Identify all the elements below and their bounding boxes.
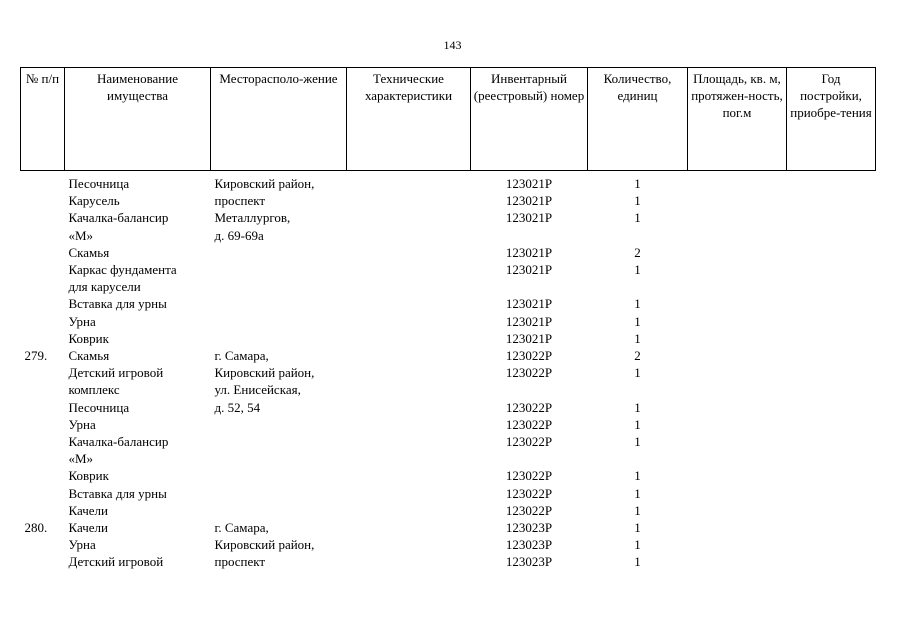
cell-name: Коврик [68, 468, 109, 484]
cell-quantity: 1 [634, 520, 641, 536]
cell-year [787, 244, 876, 261]
cell-location [211, 278, 347, 295]
table-row [21, 536, 876, 553]
cell-tech [347, 171, 471, 193]
cell-name: Качалка-балансир [68, 434, 169, 450]
cell-inventory: 123021Р [505, 330, 553, 346]
header-inventory: Инвентарный (реестровый) номер [471, 68, 588, 171]
cell-year [787, 278, 876, 295]
cell-inventory: 123021Р [505, 296, 553, 312]
cell-num [21, 381, 65, 398]
cell-num [21, 416, 65, 433]
cell-area [688, 278, 787, 295]
cell-tech [347, 381, 471, 398]
cell-name: Песочница [68, 399, 130, 415]
cell-name: Детский игровой [68, 365, 164, 381]
table-header-row [21, 68, 876, 171]
cell-name: Качели [68, 520, 109, 536]
cell-area [688, 485, 787, 502]
cell-inventory: 123023Р [505, 554, 553, 570]
cell-location: г. Самара, [214, 520, 269, 536]
cell-quantity: 1 [634, 330, 641, 346]
cell-name: комплекс [68, 382, 120, 398]
cell-area [688, 313, 787, 330]
table-body [21, 171, 876, 571]
cell-area [688, 330, 787, 347]
cell-year [787, 502, 876, 519]
cell-inventory: 123022Р [505, 348, 553, 364]
cell-quantity: 1 [634, 176, 641, 191]
cell-area [688, 192, 787, 209]
cell-location [211, 261, 347, 278]
table-row [21, 416, 876, 433]
table-row [21, 278, 876, 295]
cell-num [21, 467, 65, 484]
cell-quantity: 2 [634, 244, 641, 260]
cell-inventory: 123021Р [505, 210, 553, 226]
cell-num [21, 330, 65, 347]
cell-inventory [471, 381, 588, 398]
cell-year [787, 209, 876, 226]
cell-num [21, 278, 65, 295]
cell-tech [347, 450, 471, 467]
cell-area [688, 553, 787, 570]
cell-tech [347, 261, 471, 278]
cell-area [688, 209, 787, 226]
table-row [21, 227, 876, 244]
cell-num [21, 295, 65, 312]
cell-quantity: 1 [634, 193, 641, 209]
cell-name: Каркас фундамента [68, 262, 177, 278]
cell-inventory: 123022Р [505, 485, 553, 501]
cell-quantity: 1 [634, 262, 641, 278]
cell-name: Коврик [68, 330, 109, 346]
cell-area [688, 244, 787, 261]
table-row [21, 433, 876, 450]
table-row [21, 244, 876, 261]
cell-name: «М» [68, 227, 94, 243]
cell-num [21, 399, 65, 416]
cell-area [688, 536, 787, 553]
cell-area [688, 261, 787, 278]
cell-name: Урна [68, 537, 96, 553]
table-row [21, 381, 876, 398]
cell-quantity: 1 [634, 537, 641, 553]
cell-year [787, 519, 876, 536]
cell-num [21, 313, 65, 330]
cell-name: «М» [68, 451, 94, 467]
cell-quantity: 1 [634, 416, 641, 432]
cell-location: Кировский район, [214, 537, 315, 553]
cell-tech [347, 313, 471, 330]
cell-name: Песочница [68, 176, 130, 191]
header-year: Год постройки, приобре-тения [787, 68, 876, 171]
cell-name: Вставка для урны [68, 296, 167, 312]
cell-location: Кировский район, [214, 176, 315, 191]
cell-tech [347, 347, 471, 364]
cell-tech [347, 227, 471, 244]
cell-tech [347, 399, 471, 416]
cell-year [787, 381, 876, 398]
cell-location [211, 295, 347, 312]
cell-inventory: 123021Р [505, 313, 553, 329]
cell-tech [347, 519, 471, 536]
table-row [21, 485, 876, 502]
cell-quantity [588, 278, 688, 295]
cell-num [21, 192, 65, 209]
cell-tech [347, 364, 471, 381]
cell-quantity: 1 [634, 485, 641, 501]
cell-location [211, 313, 347, 330]
cell-num [21, 227, 65, 244]
cell-num [21, 171, 65, 193]
header-location: Месторасполо-жение [211, 68, 347, 171]
table-row [21, 467, 876, 484]
cell-num [21, 450, 65, 467]
table-row [21, 399, 876, 416]
table-row [21, 192, 876, 209]
cell-area [688, 295, 787, 312]
cell-inventory: 123022Р [505, 502, 553, 518]
cell-year [787, 450, 876, 467]
cell-quantity: 1 [634, 296, 641, 312]
cell-inventory: 123023Р [505, 537, 553, 553]
cell-tech [347, 536, 471, 553]
cell-quantity: 1 [634, 468, 641, 484]
cell-quantity: 1 [634, 554, 641, 570]
cell-area [688, 364, 787, 381]
cell-quantity: 1 [634, 434, 641, 450]
cell-location [211, 416, 347, 433]
cell-location [211, 330, 347, 347]
cell-quantity: 1 [634, 313, 641, 329]
header-num: № п/п [21, 68, 65, 171]
cell-quantity: 1 [634, 365, 641, 381]
cell-name: Скамья [68, 244, 110, 260]
cell-inventory: 123022Р [505, 434, 553, 450]
cell-area [688, 381, 787, 398]
cell-area [688, 467, 787, 484]
cell-name: Качалка-балансир [68, 210, 169, 226]
cell-location: проспект [214, 554, 266, 570]
cell-tech [347, 209, 471, 226]
cell-quantity [588, 450, 688, 467]
cell-year [787, 416, 876, 433]
cell-year [787, 536, 876, 553]
cell-tech [347, 485, 471, 502]
cell-year [787, 330, 876, 347]
cell-area [688, 450, 787, 467]
cell-area [688, 433, 787, 450]
cell-inventory [471, 450, 588, 467]
cell-year [787, 295, 876, 312]
cell-inventory: 123022Р [505, 416, 553, 432]
cell-num [21, 244, 65, 261]
cell-tech [347, 244, 471, 261]
cell-num: 279. [24, 348, 48, 364]
cell-num [21, 433, 65, 450]
cell-year [787, 313, 876, 330]
cell-location [211, 485, 347, 502]
cell-inventory: 123022Р [505, 399, 553, 415]
cell-location [211, 244, 347, 261]
cell-location: д. 69-69а [214, 227, 264, 243]
header-tech: Технические характеристики [347, 68, 471, 171]
cell-inventory [471, 227, 588, 244]
cell-year [787, 553, 876, 570]
cell-num: 280. [24, 520, 48, 536]
cell-quantity: 1 [634, 210, 641, 226]
table-row [21, 502, 876, 519]
cell-location: проспект [214, 193, 266, 209]
cell-tech [347, 553, 471, 570]
cell-name: Качели [68, 502, 109, 518]
cell-area [688, 416, 787, 433]
cell-inventory [471, 278, 588, 295]
cell-tech [347, 467, 471, 484]
cell-name: Урна [68, 416, 96, 432]
cell-quantity: 2 [634, 348, 641, 364]
table-row [21, 553, 876, 570]
cell-tech [347, 416, 471, 433]
cell-inventory: 123021Р [505, 176, 553, 191]
cell-location [211, 467, 347, 484]
cell-inventory: 123023Р [505, 520, 553, 536]
cell-num [21, 553, 65, 570]
cell-name: Скамья [68, 348, 110, 364]
cell-name: Карусель [68, 193, 120, 209]
cell-num [21, 261, 65, 278]
table-row [21, 519, 876, 536]
cell-tech [347, 295, 471, 312]
cell-quantity: 1 [634, 399, 641, 415]
table-row [21, 295, 876, 312]
cell-name: Урна [68, 313, 96, 329]
header-name: Наименование имущества [65, 68, 211, 171]
cell-location: г. Самара, [214, 348, 269, 364]
cell-tech [347, 502, 471, 519]
cell-location: ул. Енисейская, [214, 382, 301, 398]
cell-quantity [588, 381, 688, 398]
cell-tech [347, 330, 471, 347]
cell-quantity: 1 [634, 502, 641, 518]
table-row [21, 364, 876, 381]
cell-inventory: 123022Р [505, 468, 553, 484]
cell-location: д. 52, 54 [214, 399, 261, 415]
cell-num [21, 502, 65, 519]
cell-area [688, 227, 787, 244]
cell-num [21, 485, 65, 502]
table-row [21, 261, 876, 278]
table-row [21, 330, 876, 347]
cell-year [787, 227, 876, 244]
cell-quantity [588, 227, 688, 244]
inventory-table [20, 67, 876, 571]
cell-tech [347, 278, 471, 295]
table-row [21, 171, 876, 193]
cell-year [787, 485, 876, 502]
cell-inventory: 123021Р [505, 193, 553, 209]
cell-location: Кировский район, [214, 365, 315, 381]
cell-inventory: 123022Р [505, 365, 553, 381]
cell-year [787, 364, 876, 381]
cell-year [787, 171, 876, 193]
table-row [21, 450, 876, 467]
cell-tech [347, 433, 471, 450]
cell-num [21, 209, 65, 226]
header-area: Площадь, кв. м, протяжен-ность, пог.м [688, 68, 787, 171]
cell-location [211, 433, 347, 450]
cell-location [211, 450, 347, 467]
table-row [21, 347, 876, 364]
cell-location: Металлургов, [214, 210, 291, 226]
cell-num [21, 364, 65, 381]
cell-area [688, 347, 787, 364]
header-quantity: Количество, единиц [588, 68, 688, 171]
cell-location [211, 502, 347, 519]
cell-year [787, 399, 876, 416]
cell-area [688, 502, 787, 519]
cell-year [787, 261, 876, 278]
table-row [21, 209, 876, 226]
cell-inventory: 123021Р [505, 262, 553, 278]
cell-name: Детский игровой [68, 554, 164, 570]
table-row [21, 313, 876, 330]
cell-area [688, 399, 787, 416]
cell-year [787, 433, 876, 450]
cell-name: для карусели [68, 279, 141, 295]
cell-inventory: 123021Р [505, 244, 553, 260]
cell-year [787, 192, 876, 209]
cell-area [688, 519, 787, 536]
cell-name: Вставка для урны [68, 485, 167, 501]
cell-year [787, 467, 876, 484]
cell-year [787, 347, 876, 364]
cell-num [21, 536, 65, 553]
page-number: 143 [443, 38, 462, 52]
cell-tech [347, 192, 471, 209]
cell-area [688, 171, 787, 193]
